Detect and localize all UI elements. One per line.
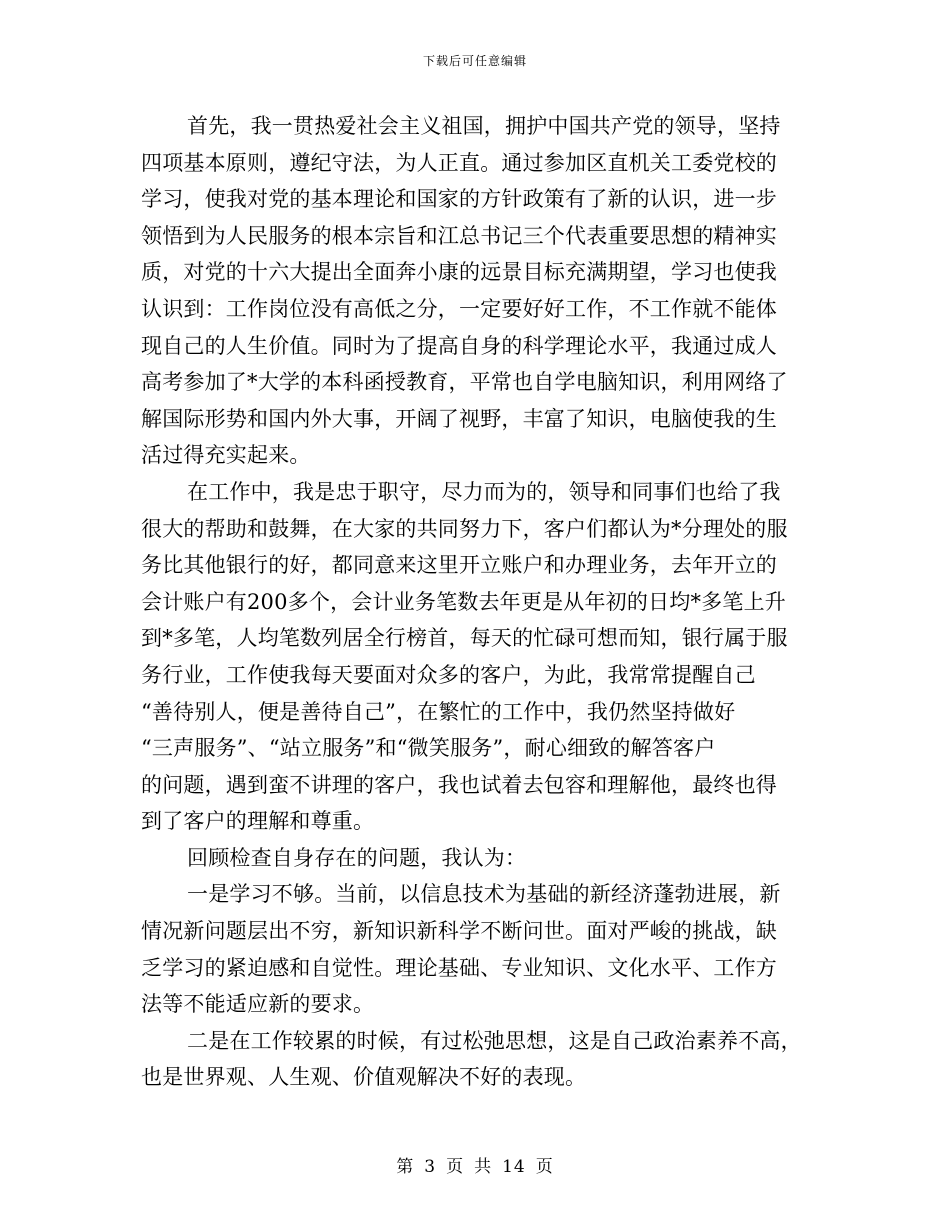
paragraph-line: 的问题，遇到蛮不讲理的客户，我也试着去包容和理解他，最终也得 (141, 772, 777, 797)
paragraph-line: 认识到：工作岗位没有高低之分，一定要好好工作，不工作就不能体 (141, 296, 777, 321)
page-footer (0, 1152, 950, 1177)
paragraph-line: 二是在工作较累的时候，有过松弛思想，这是自己政治素养不高， (187, 1028, 802, 1053)
page-mid: 页 (446, 1157, 465, 1177)
total-prefix: 共 (474, 1157, 493, 1177)
page-prefix: 第 (396, 1157, 415, 1177)
paragraph-line: 质，对党的十六大提出全面奔小康的远景目标充满期望，学习也使我 (141, 260, 777, 285)
paragraph-line: 很大的帮助和鼓舞，在大家的共同努力下，客户们都认为*分理处的服 (141, 516, 788, 541)
paragraph-line: 领悟到为人民服务的根本宗旨和江总书记三个代表重要思想的精神实 (141, 223, 777, 248)
paragraph-line: 活过得充实起来。 (141, 443, 311, 468)
paragraph-line: 现自己的人生价值。同时为了提高自身的科学理论水平，我通过成人 (141, 333, 777, 358)
paragraph-line: 务比其他银行的好，都同意来这里开立账户和办理业务，去年开立的 (141, 553, 777, 578)
total-page-count: 14 (502, 1157, 526, 1177)
paragraph-line: 高考参加了*大学的本科函授教育，平常也自学电脑知识，利用网络了 (141, 370, 788, 395)
paragraph-line: 四项基本原则，遵纪守法，为人正直。通过参加区直机关工委党校的 (141, 150, 777, 175)
paragraph-line: 一是学习不够。当前，以信息技术为基础的新经济蓬勃进展，新 (187, 882, 781, 907)
paragraph-line: “善待别人，便是善待自己”，在繁忙的工作中，我仍然坚持做好 (141, 699, 736, 724)
paragraph-line: 学习，使我对党的基本理论和国家的方针政策有了新的认识，进一步 (141, 187, 777, 212)
paragraph-line: 首先，我一贯热爱社会主义祖国，拥护中国共产党的领导，坚持 (187, 114, 781, 138)
paragraph-line: 在工作中，我是忠于职守，尽力而为的，领导和同事们也给了我 (187, 479, 781, 504)
paragraph-line: 乏学习的紧迫感和自觉性。理论基础、专业知识、文化水平、工作方 (141, 955, 777, 980)
page-suffix: 页 (535, 1157, 554, 1177)
document-body (141, 108, 813, 1096)
paragraph-line: 解国际形势和国内外大事，开阔了视野，丰富了知识，电脑使我的生 (141, 406, 777, 431)
paragraph-line: 也是世界观、人生观、价值观解决不好的表现。 (141, 1065, 587, 1090)
paragraph-line: 会计账户有200多个，会计业务笔数去年更是从年初的日均*多笔上升 (141, 589, 786, 614)
paragraph-line: 回顾检查自身存在的问题，我认为： (187, 845, 527, 870)
paragraph-line: 到*多笔，人均笔数列居全行榜首，每天的忙碌可想而知，银行属于服 (141, 626, 788, 651)
paragraph-line: 法等不能适应新的要求。 (141, 992, 375, 1017)
current-page-number: 3 (424, 1157, 437, 1177)
paragraph-line: 到了客户的理解和尊重。 (141, 809, 375, 834)
paragraph-line: 情况新问题层出不穷，新知识新科学不断问世。面对严峻的挑战，缺 (141, 919, 777, 944)
paragraph-line: “三声服务”、“站立服务”和“微笑服务”，耐心细致的解答客户 (141, 736, 716, 761)
paragraph-line: 务行业，工作使我每天要面对众多的客户，为此，我常常提醒自己 (141, 662, 756, 687)
header-note: 下载后可任意编辑 (422, 54, 527, 68)
